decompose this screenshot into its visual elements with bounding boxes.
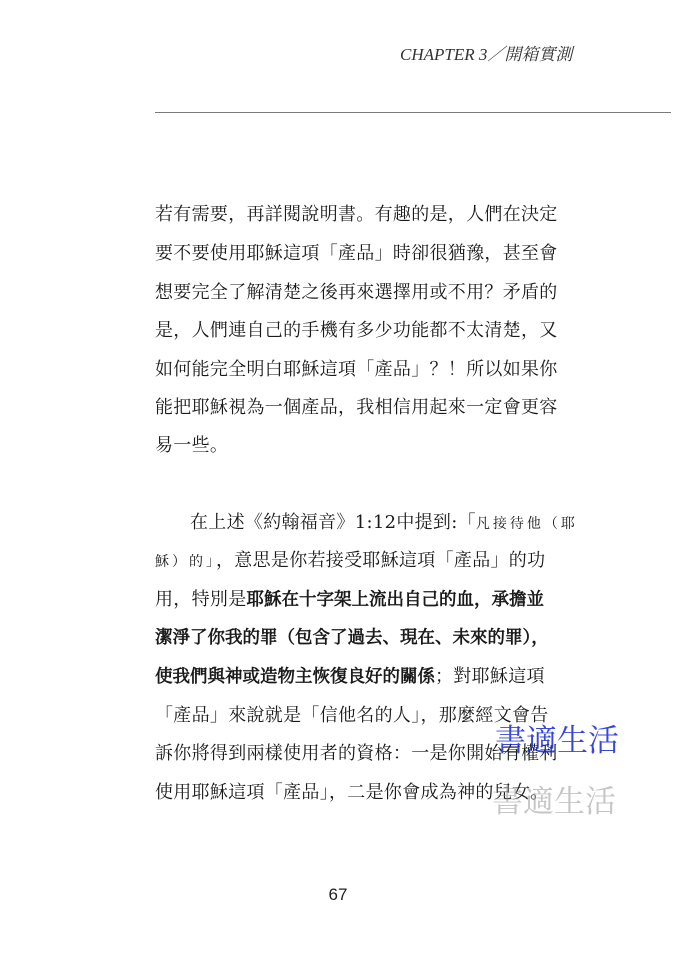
text-line: 易一些。	[155, 435, 229, 456]
header-divider	[155, 112, 671, 113]
text-line	[155, 549, 545, 574]
text-line: 想要完全了解清楚之後再來選擇用或不用？矛盾的	[155, 282, 558, 303]
scripture-quote: 穌）的」	[155, 554, 216, 570]
text-line: 若有需要，再詳閱說明書。有趣的是，人們在決定	[155, 204, 558, 225]
watermark-logo-shadow: 書適生活	[492, 784, 616, 820]
text-line: 是，人們連自己的手機有多少功能都不太清楚，又	[155, 320, 558, 341]
text-line: 使用耶穌這項「產品」，二是你會成為神的兒女。	[155, 782, 549, 803]
bold-text: 使我們與神或造物主恢復良好的關係	[155, 667, 435, 687]
page-number: 67	[328, 885, 348, 904]
scripture-quote: 凡接待他（耶	[475, 516, 578, 532]
text-line: 「產品」來說就是「信他名的人」，那麼經文會告	[155, 705, 549, 726]
text-line: 訴你將得到兩樣使用者的資格：一是你開始有權利	[155, 743, 558, 764]
text-run: 用，特別是	[155, 589, 247, 610]
chapter-header: CHAPTER 3／開箱實測	[400, 45, 573, 64]
text-run: ；對耶穌這項	[435, 666, 545, 687]
bold-text-line: 潔淨了你我的罪（包含了過去、現在、未來的罪），	[155, 628, 549, 648]
text-line: 如何能完全明白耶穌這項「產品」？！所以如果你	[155, 359, 558, 380]
text-line	[190, 511, 578, 536]
text-line: 要不要使用耶穌這項「產品」時卻很猶豫，甚至會	[155, 243, 558, 264]
text-run: ，意思是你若接受耶穌這項「產品」的功	[216, 550, 546, 571]
text-run: 在上述《約翰福音》1:12中提到:「	[190, 512, 476, 533]
watermark-logo: 書適生活	[495, 723, 619, 759]
text-line	[155, 588, 544, 612]
text-line: 能把耶穌視為一個產品，我相信用起來一定會更容	[155, 397, 558, 418]
text-line	[155, 665, 545, 689]
bold-text: 耶穌在十字架上流出自己的血，承擔並	[246, 590, 544, 610]
